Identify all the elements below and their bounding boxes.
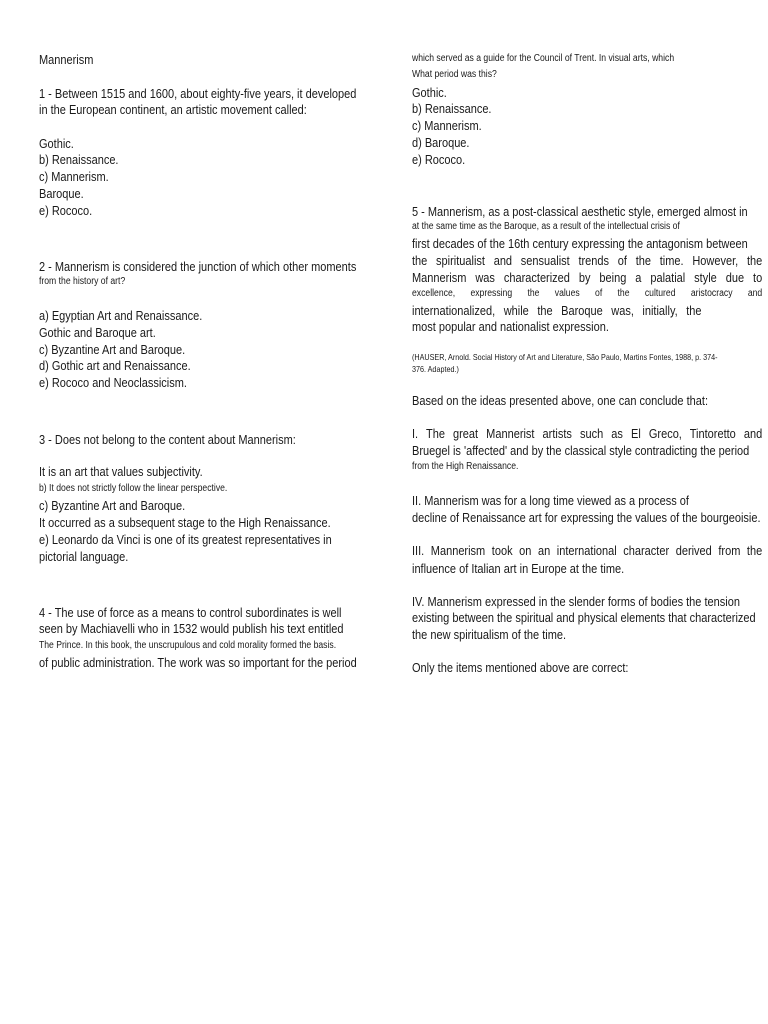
question-3-option: It occurred as a subsequent stage to the High Renaissance. <box>39 516 331 530</box>
question-1-option: Baroque. <box>39 187 84 201</box>
statement-iv: the new spiritualism of the time. <box>412 628 567 642</box>
citation: (HAUSER, Arnold. Social History of Art and Literature, São Paulo, Martins Fontes, 1988, p. 374- <box>412 353 718 362</box>
question-3-option: e) Leonardo da Vinci is one of its greatest representatives in <box>39 533 332 547</box>
question-2-text: from the history of art? <box>39 276 126 287</box>
statement-iv: existing between the spiritual and physical elements that characterized <box>412 611 756 625</box>
question-5-text: first decades of the 16th century expressing the antagonism between <box>412 237 748 251</box>
question-4-option: d) Baroque. <box>412 136 470 150</box>
question-4-text: The Prince. In this book, the unscrupulous and cold morality formed the basis. <box>39 640 337 651</box>
question-5-text: excellence, expressing the values of the cultured aristocracy and <box>412 288 763 299</box>
question-4-option: c) Mannerism. <box>412 119 482 133</box>
statement-iv: IV. Mannerism expressed in the slender forms of bodies the tension <box>412 595 740 609</box>
question-3-text: 3 - Does not belong to the content about Mannerism: <box>39 433 296 447</box>
document-title: Mannerism <box>39 53 94 67</box>
question-5-text: internationalized, while the Baroque was, initially, the <box>412 304 702 318</box>
question-1-text: 1 - Between 1515 and 1600, about eighty-five years, it developed <box>39 87 357 101</box>
statement-iii: influence of Italian art in Europe at the time. <box>412 562 625 576</box>
question-5-text: the spiritualist and sensualist trends of the time. However, the <box>412 254 763 268</box>
citation: 376. Adapted.) <box>412 365 459 374</box>
statement-i: Bruegel is 'affected' and by the classical style contradicting the period <box>412 444 750 458</box>
statement-i: from the High Renaissance. <box>412 461 519 472</box>
question-1-option: e) Rococo. <box>39 204 93 218</box>
question-5-text: 5 - Mannerism, as a post-classical aesthetic style, emerged almost in <box>412 205 748 219</box>
question-4-option: e) Rococo. <box>412 153 466 167</box>
question-4-text: 4 - The use of force as a means to control subordinates is well <box>39 606 342 620</box>
question-3-option: b) It does not strictly follow the linear perspective. <box>39 483 228 494</box>
question-4-option: Gothic. <box>412 86 447 100</box>
question-2-option: e) Rococo and Neoclassicism. <box>39 376 187 390</box>
statement-ii: decline of Renaissance art for expressing the values of the bourgeoisie. <box>412 511 761 525</box>
question-4-option: b) Renaissance. <box>412 102 492 116</box>
statement-ii: II. Mannerism was for a long time viewed as a process of <box>412 494 689 508</box>
question-5-closing: Only the items mentioned above are correct: <box>412 661 629 675</box>
question-4-text: of public administration. The work was so important for the period <box>39 656 357 670</box>
question-1-option: Gothic. <box>39 137 74 151</box>
question-5-text: at the same time as the Baroque, as a result of the intellectual crisis of <box>412 221 680 232</box>
question-3-option: c) Byzantine Art and Baroque. <box>39 499 186 513</box>
question-2-option: Gothic and Baroque art. <box>39 326 156 340</box>
question-1-option: c) Mannerism. <box>39 170 109 184</box>
question-2-option: c) Byzantine Art and Baroque. <box>39 343 186 357</box>
question-3-option: It is an art that values subjectivity. <box>39 465 203 479</box>
question-1-text: in the European continent, an artistic movement called: <box>39 103 307 117</box>
question-5-text: Mannerism was characterized by being a palatial style due to <box>412 271 763 285</box>
question-5-text: most popular and nationalist expression. <box>412 320 609 334</box>
question-5-prompt: Based on the ideas presented above, one can conclude that: <box>412 394 708 408</box>
question-2-option: a) Egyptian Art and Renaissance. <box>39 309 203 323</box>
question-3-option: pictorial language. <box>39 550 129 564</box>
statement-iii: III. Mannerism took on an international character derived from the <box>412 544 763 558</box>
question-4-continued-text: What period was this? <box>412 69 497 80</box>
statement-i: I. The great Mannerist artists such as El Greco, Tintoretto and <box>412 427 763 441</box>
question-2-text: 2 - Mannerism is considered the junction of which other moments <box>39 260 357 274</box>
question-1-option: b) Renaissance. <box>39 153 119 167</box>
question-4-continued-text: which served as a guide for the Council of Trent. In visual arts, which <box>412 53 675 64</box>
question-2-option: d) Gothic art and Renaissance. <box>39 359 191 373</box>
question-4-text: seen by Machiavelli who in 1532 would publish his text entitled <box>39 622 344 636</box>
